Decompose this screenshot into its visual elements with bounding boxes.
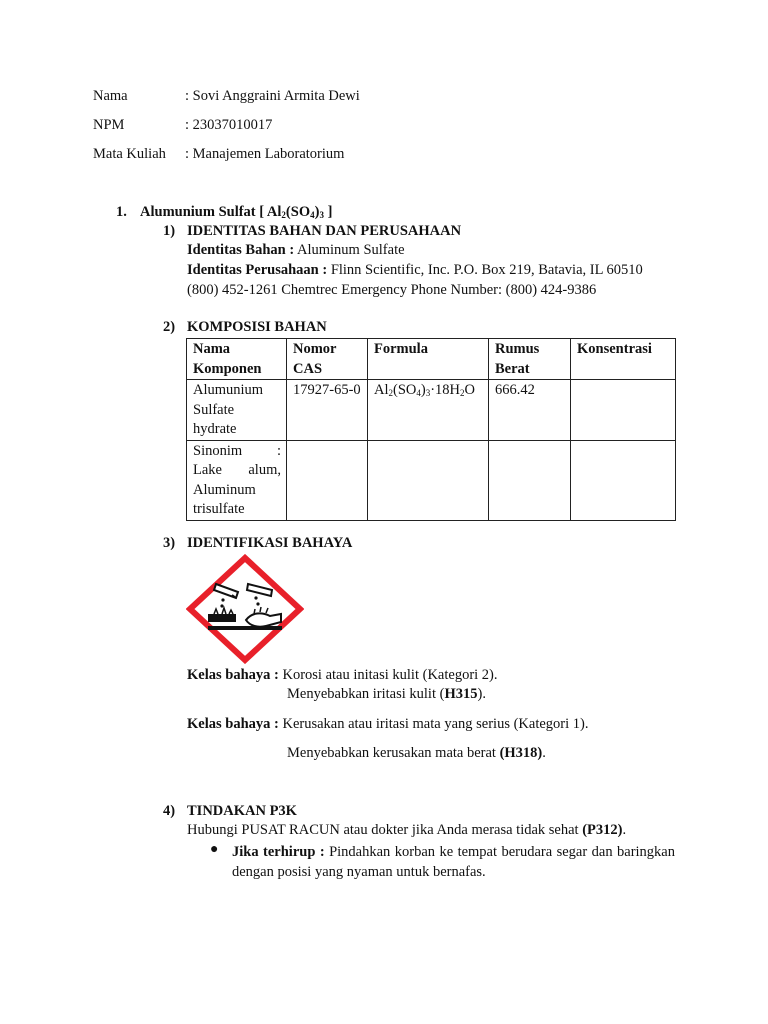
section-2-heading: KOMPOSISI BAHAN xyxy=(187,319,327,335)
komposisi-table xyxy=(186,338,676,521)
kelas-bahaya-1-detail: Menyebabkan iritasi kulit (H315). xyxy=(287,686,486,702)
corrosion-pictogram-icon xyxy=(186,554,304,664)
cell-konsentrasi xyxy=(571,380,676,441)
identitas-bahan: Identitas Bahan : Aluminum Sulfate xyxy=(187,242,405,258)
p3k-intro: Hubungi PUSAT RACUN atau dokter jika Anda merasa tidak sehat (P312). xyxy=(187,822,627,838)
item-number: 1. xyxy=(116,204,127,220)
section-2-number: 2) xyxy=(163,319,176,335)
npm-value: : 23037010017 xyxy=(185,117,273,133)
section-1-number: 1) xyxy=(163,223,176,239)
col-nomor-cas: Nomor CAS xyxy=(287,339,368,380)
nama-label: Nama xyxy=(93,88,128,104)
npm-label: NPM xyxy=(93,117,125,133)
item-title: Alumunium Sulfat [ $Al_2(SO_4)_3$ ] xyxy=(140,204,333,220)
table-header-row xyxy=(187,339,676,380)
kelas-bahaya-2: Kelas bahaya : Kerusakan atau iritasi mata yang serius (Kategori 1). xyxy=(187,716,589,732)
identitas-perusahaan-contact: (800) 452-1261 Chemtrec Emergency Phone Number: (800) 424-9386 xyxy=(187,282,597,298)
cell-empty xyxy=(571,440,676,520)
section-3-heading: IDENTIFIKASI BAHAYA xyxy=(187,535,353,551)
cell-formula: $Al_2(SO_4)_3\cdot 18H_2O$ xyxy=(368,380,489,441)
cell-cas: 17927-65-0 xyxy=(287,380,368,441)
section-4-number: 4) xyxy=(163,803,176,819)
mata-kuliah-value: : Manajemen Laboratorium xyxy=(185,146,345,162)
cell-nama: Alumunium Sulfate hydrate xyxy=(187,380,287,441)
col-nama-komponen: Nama Komponen xyxy=(187,339,287,380)
mata-kuliah-label: Mata Kuliah xyxy=(93,146,166,162)
cell-empty xyxy=(368,440,489,520)
table-row xyxy=(187,440,676,520)
bullet-icon: ● xyxy=(210,842,219,857)
kelas-bahaya-1: Kelas bahaya : Korosi atau initasi kulit (Kategori 2). xyxy=(187,667,498,683)
cell-berat: 666.42 xyxy=(489,380,571,441)
col-konsentrasi: Konsentrasi xyxy=(571,339,676,380)
jika-terhirup-text: Jika terhirup : Pindahkan korban ke tempat berudara segar dan baringkan dengan posisi yang nyaman untuk bernafas. xyxy=(232,844,675,880)
section-1-heading: IDENTITAS BAHAN DAN PERUSAHAAN xyxy=(187,223,462,239)
cell-empty xyxy=(489,440,571,520)
section-4-heading: TINDAKAN P3K xyxy=(187,803,297,819)
section-3-number: 3) xyxy=(163,535,176,551)
nama-value: : Sovi Anggraini Armita Dewi xyxy=(185,88,360,104)
col-rumus-berat: Rumus Berat xyxy=(489,339,571,380)
col-formula: Formula xyxy=(368,339,489,380)
cell-sinonim: Sinonim : Lake alum, Aluminum trisulfate xyxy=(187,440,287,520)
cell-empty xyxy=(287,440,368,520)
identitas-perusahaan: Identitas Perusahaan : Flinn Scientific, Inc. P.O. Box 219, Batavia, IL 60510 xyxy=(187,262,643,278)
kelas-bahaya-2-detail: Menyebabkan kerusakan mata berat (H318). xyxy=(287,745,546,761)
table-row xyxy=(187,380,676,441)
